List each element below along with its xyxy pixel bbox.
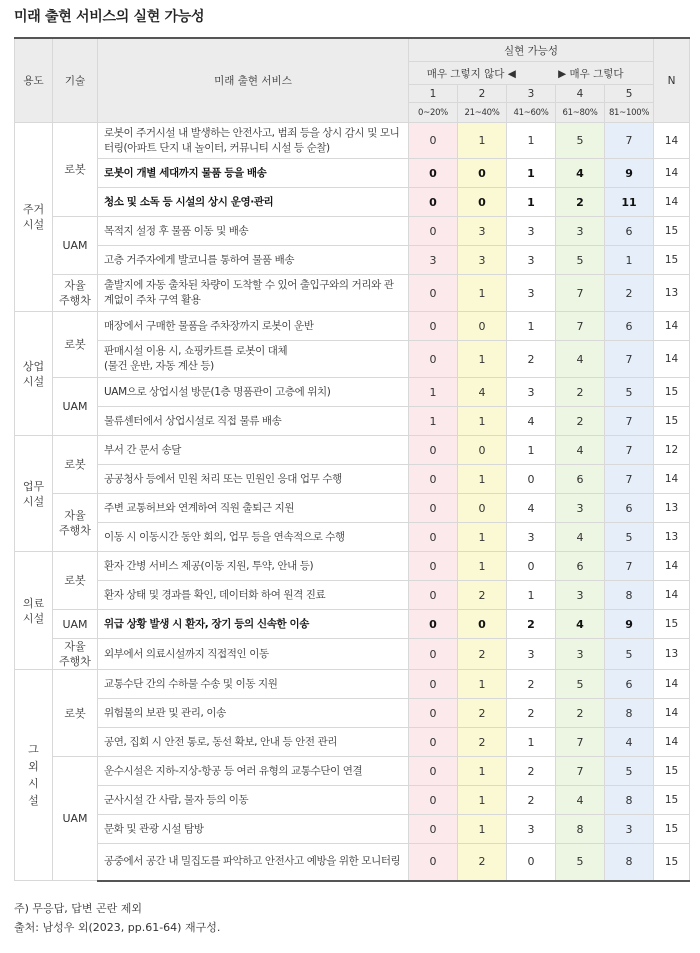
feasibility-count-5: 7 [605, 341, 654, 378]
source-text: 출처: 남성우 외(2023, pp.61-64) 재구성. [14, 921, 221, 934]
feasibility-count-3: 0 [507, 465, 556, 494]
feasibility-count-2: 1 [458, 275, 507, 312]
feasibility-count-4: 4 [556, 786, 605, 815]
feasibility-count-4: 3 [556, 217, 605, 246]
feasibility-count-2: 1 [458, 465, 507, 494]
respondent-count: 13 [654, 275, 690, 312]
feasibility-count-1: 0 [409, 815, 458, 844]
table-row [15, 159, 690, 188]
feasibility-count-5: 9 [605, 159, 654, 188]
table-row [15, 188, 690, 217]
feasibility-count-4: 4 [556, 523, 605, 552]
feasibility-count-2: 4 [458, 378, 507, 407]
feasibility-count-1: 1 [409, 378, 458, 407]
service-description: 환자 상태 및 경과를 확인, 데이터화 하여 원격 진료 [98, 581, 409, 610]
table-row [15, 728, 690, 757]
feasibility-count-3: 3 [507, 275, 556, 312]
feasibility-count-3: 2 [507, 670, 556, 699]
feasibility-count-2: 2 [458, 728, 507, 757]
direction-left: 매우 그렇지 않다 ◀ [426, 67, 516, 80]
feasibility-count-2: 0 [458, 188, 507, 217]
feasibility-count-1: 0 [409, 844, 458, 881]
feasibility-count-2: 1 [458, 815, 507, 844]
respondent-count: 15 [654, 610, 690, 639]
service-description: 물류센터에서 상업시설로 직접 물류 배송 [98, 407, 409, 436]
table-row [15, 610, 690, 639]
respondent-count: 15 [654, 246, 690, 275]
use-category: 상업 시설 [15, 312, 53, 436]
feasibility-count-1: 0 [409, 465, 458, 494]
respondent-count: 13 [654, 639, 690, 670]
service-description: UAM으로 상업시설 방문(1층 명품관이 고층에 위치) [98, 378, 409, 407]
feasibility-count-1: 0 [409, 436, 458, 465]
note-text: 주) 무응답, 답변 곤란 제외 [14, 902, 143, 915]
feasibility-count-4: 2 [556, 407, 605, 436]
feasibility-count-3: 3 [507, 378, 556, 407]
respondent-count: 14 [654, 581, 690, 610]
feasibility-count-2: 2 [458, 844, 507, 881]
tech-category: 로봇 [53, 123, 98, 217]
range-4: 61~80% [556, 103, 605, 123]
respondent-count: 14 [654, 188, 690, 217]
table-row [15, 246, 690, 275]
respondent-count: 14 [654, 465, 690, 494]
respondent-count: 14 [654, 341, 690, 378]
feasibility-count-1: 0 [409, 341, 458, 378]
tech-category: 자율 주행차 [53, 494, 98, 552]
feasibility-count-4: 5 [556, 246, 605, 275]
feasibility-count-5: 8 [605, 581, 654, 610]
feasibility-count-3: 2 [507, 341, 556, 378]
feasibility-count-4: 7 [556, 757, 605, 786]
feasibility-count-5: 11 [605, 188, 654, 217]
feasibility-count-4: 7 [556, 275, 605, 312]
range-2: 21~40% [458, 103, 507, 123]
tech-category: UAM [53, 217, 98, 275]
feasibility-count-2: 1 [458, 552, 507, 581]
feasibility-count-3: 1 [507, 728, 556, 757]
header-service: 미래 출현 서비스 [98, 38, 409, 123]
feasibility-count-3: 3 [507, 815, 556, 844]
feasibility-count-5: 5 [605, 523, 654, 552]
feasibility-count-2: 3 [458, 217, 507, 246]
respondent-count: 15 [654, 217, 690, 246]
feasibility-count-1: 0 [409, 757, 458, 786]
level-3: 3 [507, 85, 556, 103]
feasibility-count-3: 1 [507, 159, 556, 188]
feasibility-count-5: 5 [605, 639, 654, 670]
table-row [15, 378, 690, 407]
respondent-count: 14 [654, 728, 690, 757]
feasibility-count-5: 5 [605, 378, 654, 407]
feasibility-count-5: 7 [605, 123, 654, 159]
feasibility-count-4: 3 [556, 494, 605, 523]
feasibility-count-4: 8 [556, 815, 605, 844]
table-row [15, 494, 690, 523]
feasibility-count-1: 1 [409, 407, 458, 436]
feasibility-count-4: 2 [556, 699, 605, 728]
feasibility-count-4: 7 [556, 312, 605, 341]
feasibility-count-2: 0 [458, 312, 507, 341]
feasibility-count-4: 3 [556, 581, 605, 610]
feasibility-count-2: 1 [458, 757, 507, 786]
feasibility-count-1: 0 [409, 159, 458, 188]
service-description: 판매시설 이용 시, 쇼핑카트를 로봇이 대체 (물건 운반, 자동 계산 등) [98, 341, 409, 378]
level-1: 1 [409, 85, 458, 103]
table-row [15, 815, 690, 844]
table-row [15, 670, 690, 699]
feasibility-count-2: 1 [458, 786, 507, 815]
feasibility-count-3: 1 [507, 581, 556, 610]
respondent-count: 14 [654, 312, 690, 341]
feasibility-count-4: 6 [556, 552, 605, 581]
feasibility-count-5: 6 [605, 670, 654, 699]
feasibility-count-1: 0 [409, 275, 458, 312]
level-4: 4 [556, 85, 605, 103]
service-description: 공중에서 공간 내 밀집도를 파악하고 안전사고 예방을 위한 모니터링 [98, 844, 409, 881]
feasibility-count-1: 0 [409, 639, 458, 670]
feasibility-count-3: 2 [507, 699, 556, 728]
feasibility-count-1: 0 [409, 523, 458, 552]
service-description: 환자 간병 서비스 제공(이동 지원, 투약, 안내 등) [98, 552, 409, 581]
feasibility-count-5: 8 [605, 844, 654, 881]
service-description: 매장에서 구매한 물품을 주차장까지 로봇이 운반 [98, 312, 409, 341]
feasibility-count-4: 4 [556, 341, 605, 378]
table-row [15, 465, 690, 494]
respondent-count: 14 [654, 670, 690, 699]
feasibility-count-4: 4 [556, 610, 605, 639]
feasibility-count-4: 4 [556, 436, 605, 465]
service-description: 문화 및 관광 시설 탐방 [98, 815, 409, 844]
respondent-count: 15 [654, 815, 690, 844]
feasibility-count-5: 3 [605, 815, 654, 844]
table-row [15, 275, 690, 312]
feasibility-count-5: 7 [605, 465, 654, 494]
feasibility-count-5: 8 [605, 699, 654, 728]
feasibility-count-3: 3 [507, 246, 556, 275]
feasibility-count-4: 7 [556, 728, 605, 757]
respondent-count: 12 [654, 436, 690, 465]
feasibility-count-5: 1 [605, 246, 654, 275]
table-row [15, 312, 690, 341]
service-description: 위험물의 보관 및 관리, 이송 [98, 699, 409, 728]
feasibility-count-3: 3 [507, 639, 556, 670]
use-category [15, 670, 53, 881]
header-feasibility: 실현 가능성 [409, 38, 654, 62]
header-use: 용도 [15, 38, 53, 123]
feasibility-count-1: 0 [409, 188, 458, 217]
use-category-vertical: 그외시설 [28, 743, 39, 807]
feasibility-count-1: 0 [409, 728, 458, 757]
feasibility-count-4: 2 [556, 188, 605, 217]
range-5: 81~100% [605, 103, 654, 123]
table-row [15, 436, 690, 465]
range-1: 0~20% [409, 103, 458, 123]
service-description: 위급 상황 발생 시 환자, 장기 등의 신속한 이송 [98, 610, 409, 639]
feasibility-count-4: 6 [556, 465, 605, 494]
feasibility-count-1: 0 [409, 494, 458, 523]
respondent-count: 14 [654, 123, 690, 159]
tech-category: UAM [53, 378, 98, 436]
use-category: 의료 시설 [15, 552, 53, 670]
respondent-count: 14 [654, 699, 690, 728]
respondent-count: 13 [654, 494, 690, 523]
respondent-count: 14 [654, 159, 690, 188]
feasibility-count-3: 4 [507, 407, 556, 436]
use-category: 주거 시설 [15, 123, 53, 312]
feasibility-count-5: 5 [605, 757, 654, 786]
table-row [15, 844, 690, 881]
service-description: 청소 및 소독 등 시설의 상시 운영·관리 [98, 188, 409, 217]
range-3: 41~60% [507, 103, 556, 123]
feasibility-count-5: 7 [605, 407, 654, 436]
use-category: 업무 시설 [15, 436, 53, 552]
table-title: 미래 출현 서비스의 실현 가능성 [14, 9, 205, 25]
feasibility-count-2: 2 [458, 581, 507, 610]
feasibility-count-4: 4 [556, 159, 605, 188]
feasibility-count-3: 4 [507, 494, 556, 523]
respondent-count: 15 [654, 378, 690, 407]
tech-category: UAM [53, 757, 98, 881]
feasibility-count-2: 1 [458, 523, 507, 552]
table-row [15, 217, 690, 246]
feasibility-table [14, 37, 690, 882]
feasibility-count-2: 0 [458, 610, 507, 639]
feasibility-count-2: 1 [458, 407, 507, 436]
tech-category: 로봇 [53, 670, 98, 757]
service-description: 교통수단 간의 수하물 수송 및 이동 지원 [98, 670, 409, 699]
feasibility-count-1: 0 [409, 670, 458, 699]
feasibility-count-2: 1 [458, 123, 507, 159]
respondent-count: 15 [654, 844, 690, 881]
feasibility-count-4: 3 [556, 639, 605, 670]
feasibility-count-1: 3 [409, 246, 458, 275]
service-description: 운수시설은 지하-지상-항공 등 여러 유형의 교통수단이 연결 [98, 757, 409, 786]
tech-category: 로봇 [53, 312, 98, 378]
feasibility-count-2: 0 [458, 436, 507, 465]
table-row [15, 123, 690, 159]
service-description: 고층 거주자에게 발코니를 통하여 물품 배송 [98, 246, 409, 275]
feasibility-count-3: 3 [507, 217, 556, 246]
table-row [15, 407, 690, 436]
service-description: 로봇이 개별 세대까지 물품 등을 배송 [98, 159, 409, 188]
service-description: 외부에서 의료시설까지 직접적인 이동 [98, 639, 409, 670]
feasibility-count-3: 1 [507, 188, 556, 217]
respondent-count: 15 [654, 407, 690, 436]
tech-category: 로봇 [53, 436, 98, 494]
tech-category: 자율 주행차 [53, 639, 98, 670]
service-description: 로봇이 주거시설 내 발생하는 안전사고, 범죄 등을 상시 감시 및 모니터링(아파트 단지 내 놀이터, 커뮤니티 시설 등 순찰) [98, 123, 409, 159]
feasibility-count-1: 0 [409, 552, 458, 581]
footnotes [14, 899, 220, 937]
service-description: 공연, 집회 시 안전 통로, 동선 확보, 안내 등 안전 관리 [98, 728, 409, 757]
feasibility-count-3: 2 [507, 757, 556, 786]
feasibility-count-4: 2 [556, 378, 605, 407]
feasibility-count-5: 8 [605, 786, 654, 815]
level-5: 5 [605, 85, 654, 103]
feasibility-count-5: 2 [605, 275, 654, 312]
feasibility-count-3: 0 [507, 552, 556, 581]
feasibility-count-3: 0 [507, 844, 556, 881]
feasibility-count-5: 7 [605, 552, 654, 581]
feasibility-count-5: 6 [605, 312, 654, 341]
header-tech: 기술 [53, 38, 98, 123]
feasibility-count-2: 1 [458, 670, 507, 699]
table-row [15, 786, 690, 815]
feasibility-count-1: 0 [409, 581, 458, 610]
service-description: 공공청사 등에서 민원 처리 또는 민원인 응대 업무 수행 [98, 465, 409, 494]
feasibility-count-5: 6 [605, 217, 654, 246]
feasibility-count-2: 0 [458, 159, 507, 188]
feasibility-count-2: 1 [458, 341, 507, 378]
table-row [15, 639, 690, 670]
service-description: 출발지에 자동 출차된 차량이 도착할 수 있어 출입구와의 거리와 관계없이 주차 구역 활용 [98, 275, 409, 312]
service-description: 주변 교통허브와 연계하여 직원 출퇴근 지원 [98, 494, 409, 523]
feasibility-count-4: 5 [556, 123, 605, 159]
table-row [15, 757, 690, 786]
feasibility-count-1: 0 [409, 217, 458, 246]
feasibility-count-2: 2 [458, 699, 507, 728]
feasibility-count-1: 0 [409, 699, 458, 728]
table-row [15, 552, 690, 581]
feasibility-count-4: 5 [556, 844, 605, 881]
feasibility-count-5: 4 [605, 728, 654, 757]
feasibility-count-2: 3 [458, 246, 507, 275]
level-2: 2 [458, 85, 507, 103]
feasibility-count-2: 0 [458, 494, 507, 523]
feasibility-count-1: 0 [409, 786, 458, 815]
tech-category: UAM [53, 610, 98, 639]
service-description: 부서 간 문서 송달 [98, 436, 409, 465]
header-direction [409, 62, 654, 85]
service-description: 이동 시 이동시간 동안 회의, 업무 등을 연속적으로 수행 [98, 523, 409, 552]
feasibility-count-5: 7 [605, 436, 654, 465]
feasibility-count-3: 2 [507, 610, 556, 639]
feasibility-count-1: 0 [409, 123, 458, 159]
feasibility-count-3: 1 [507, 312, 556, 341]
table-row [15, 523, 690, 552]
respondent-count: 14 [654, 552, 690, 581]
respondent-count: 15 [654, 786, 690, 815]
table-row [15, 699, 690, 728]
feasibility-count-5: 6 [605, 494, 654, 523]
feasibility-count-3: 2 [507, 786, 556, 815]
service-description: 목적지 설정 후 물품 이동 및 배송 [98, 217, 409, 246]
direction-right: ▶ 매우 그렇다 [558, 67, 624, 80]
tech-category: 자율 주행차 [53, 275, 98, 312]
table-row [15, 581, 690, 610]
table-row [15, 341, 690, 378]
feasibility-count-4: 5 [556, 670, 605, 699]
tech-category: 로봇 [53, 552, 98, 610]
feasibility-count-1: 0 [409, 610, 458, 639]
header-n: N [654, 38, 690, 123]
feasibility-count-5: 9 [605, 610, 654, 639]
feasibility-count-3: 3 [507, 523, 556, 552]
respondent-count: 13 [654, 523, 690, 552]
respondent-count: 15 [654, 757, 690, 786]
feasibility-count-1: 0 [409, 312, 458, 341]
service-description: 군사시설 간 사람, 물자 등의 이동 [98, 786, 409, 815]
feasibility-count-3: 1 [507, 123, 556, 159]
feasibility-count-2: 2 [458, 639, 507, 670]
feasibility-count-3: 1 [507, 436, 556, 465]
